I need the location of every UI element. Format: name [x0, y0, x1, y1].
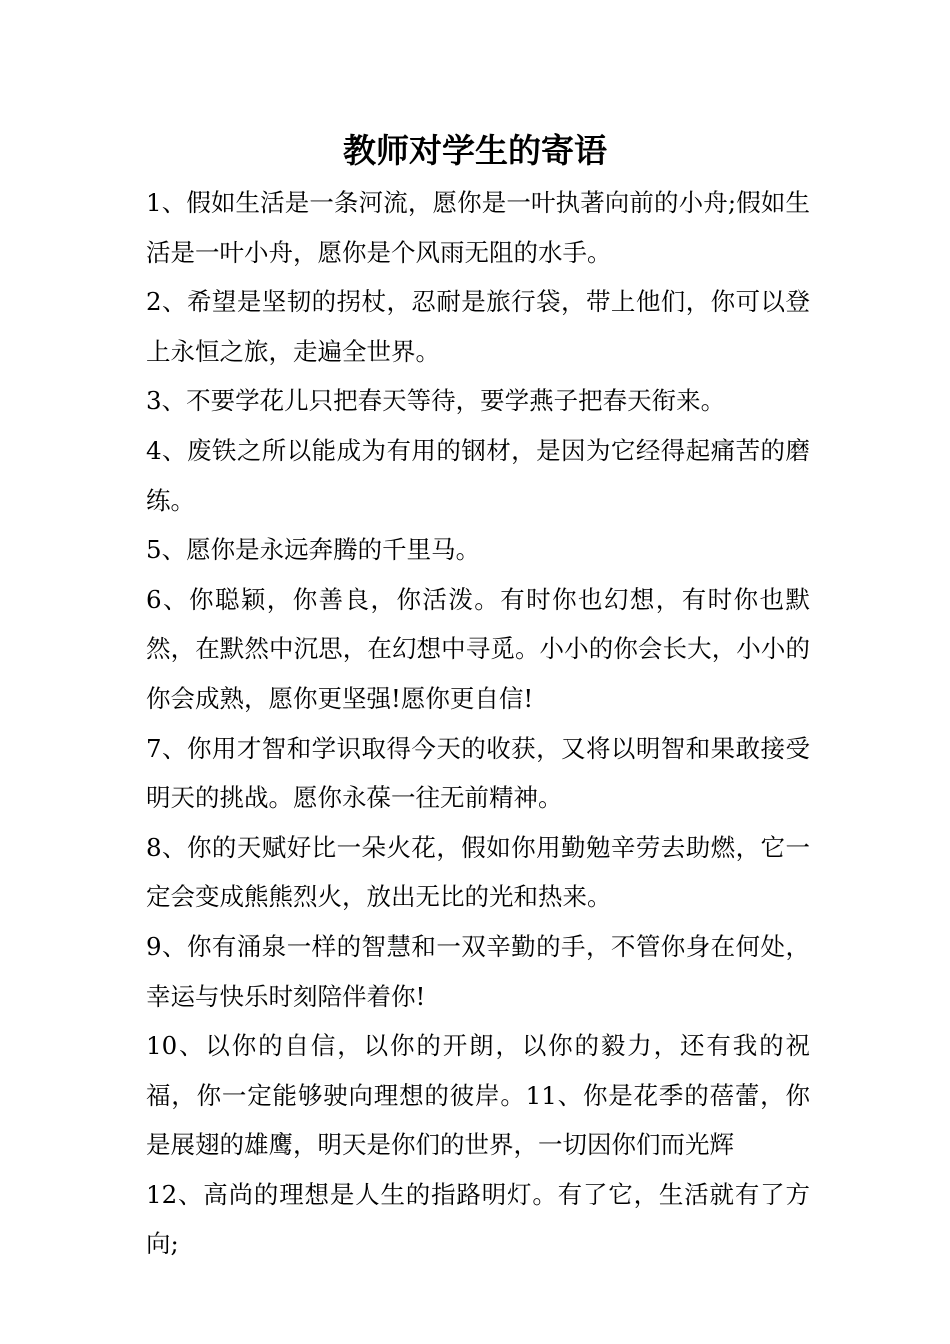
paragraph-7: 7、你用才智和学识取得今天的收获，又将以明智和果敢接受明天的挑战。愿你永葆一往无前精神。	[146, 733, 810, 813]
paragraph-12: 12、高尚的理想是人生的指路明灯。有了它，生活就有了方向;	[146, 1179, 810, 1259]
paragraph-10: 10、以你的自信，以你的开朗，以你的毅力，还有我的祝福，你一定能够驶向理想的彼岸。11、你是花季的蓓蕾，你是展翅的雄鹰，明天是你们的世界，一切因你们而光辉	[146, 1031, 810, 1160]
paragraph-6: 6、你聪颖，你善良，你活泼。有时你也幻想，有时你也默然，在默然中沉思，在幻想中寻觅。小小的你会长大，小小的你会成熟，愿你更坚强!愿你更自信!	[146, 584, 810, 713]
paragraph-9: 9、你有涌泉一样的智慧和一双辛勤的手，不管你身在何处，幸运与快乐时刻陪伴着你!	[146, 931, 810, 1011]
paragraph-5: 5、愿你是永远奔腾的千里马。	[146, 535, 481, 565]
document-body	[146, 178, 810, 1269]
paragraph-1: 1、假如生活是一条河流，愿你是一叶执著向前的小舟;假如生活是一叶小舟，愿你是个风雨无阻的水手。	[146, 188, 810, 267]
document-title: 教师对学生的寄语	[343, 131, 607, 170]
paragraph-4: 4、废铁之所以能成为有用的钢材，是因为它经得起痛苦的磨练。	[146, 435, 810, 515]
paragraph-3: 3、不要学花儿只把春天等待，要学燕子把春天衔来。	[146, 386, 726, 416]
paragraph-2: 2、希望是坚韧的拐杖，忍耐是旅行袋，带上他们，你可以登上永恒之旅，走遍全世界。	[146, 287, 810, 366]
paragraph-8: 8、你的天赋好比一朵火花，假如你用勤勉辛劳去助燃，它一定会变成熊熊烈火，放出无比的光和热来。	[146, 832, 810, 912]
